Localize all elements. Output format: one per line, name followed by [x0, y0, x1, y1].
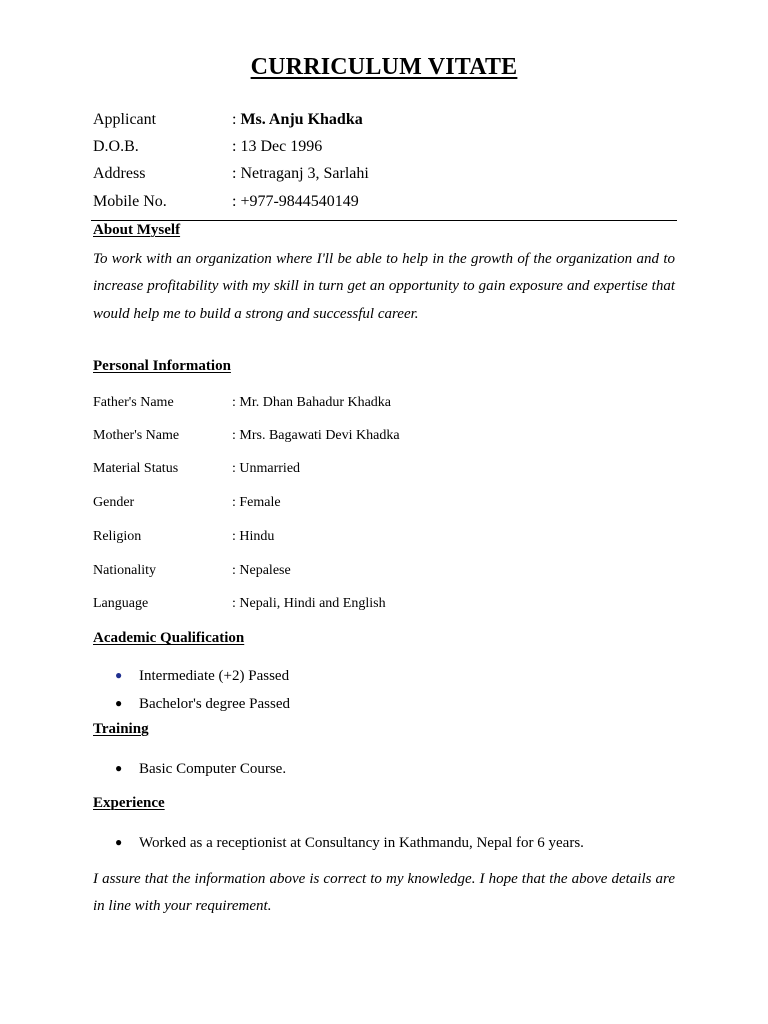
gender-label: Gender [93, 495, 135, 510]
address-value: : Netraganj 3, Sarlahi [232, 165, 369, 182]
religion-value: : Hindu [232, 529, 275, 544]
academic-item [115, 665, 289, 686]
dob-value: : 13 Dec 1996 [232, 138, 323, 155]
mobile-label: Mobile No. [93, 193, 167, 210]
language-value: : Nepali, Hindi and English [232, 596, 386, 611]
address-label: Address [93, 165, 146, 182]
language-label: Language [93, 596, 149, 611]
nationality-value: : Nepalese [232, 563, 291, 578]
dob-label: D.O.B. [93, 138, 139, 155]
personal-row-marital [93, 460, 300, 478]
academic-heading: Academic Qualification [93, 630, 245, 646]
bullet-icon: ● [115, 668, 123, 682]
about-paragraph: To work with an organization where I'll be able to help in the growth of the organization and to increase profitability with my skill in turn get an opportunity to gain exposure and expertise that would help me to build a strong and successful career. [93, 251, 675, 322]
personal-row-father [93, 394, 391, 412]
header-divider [91, 220, 677, 221]
personal-heading: Personal Information [93, 358, 231, 374]
marital-value: : Unmarried [232, 461, 301, 476]
about-heading: About Myself [93, 222, 181, 238]
mother-label: Mother's Name [93, 428, 180, 443]
father-label: Father's Name [93, 395, 174, 410]
academic-item-text: Intermediate (+2) Passed [139, 668, 290, 684]
closing-statement: I assure that the information above is correct to my knowledge. I hope that the above details are in line with your requirement. [93, 871, 675, 915]
applicant-name: Ms. Anju Khadka [240, 111, 363, 128]
nationality-label: Nationality [93, 563, 156, 578]
applicant-value [232, 111, 363, 128]
father-value: : Mr. Dhan Bahadur Khadka [232, 395, 392, 410]
document-title: CURRICULUM VITATE [250, 54, 518, 80]
gender-value: : Female [232, 495, 281, 510]
training-item-text: Basic Computer Course. [139, 761, 287, 777]
bullet-icon: ● [115, 761, 123, 775]
applicant-row [93, 110, 363, 130]
applicant-colon: : [232, 111, 241, 128]
personal-row-gender [93, 494, 281, 512]
academic-item [115, 693, 290, 714]
personal-row-mother [93, 427, 400, 445]
experience-item [115, 832, 584, 853]
address-row [93, 164, 369, 184]
bullet-icon: ● [115, 835, 123, 849]
personal-row-language [93, 595, 386, 613]
personal-row-religion [93, 528, 274, 546]
mother-value: : Mrs. Bagawati Devi Khadka [232, 428, 400, 443]
training-heading: Training [93, 721, 149, 737]
experience-heading: Experience [93, 795, 165, 811]
training-item [115, 758, 286, 779]
applicant-label: Applicant [93, 111, 157, 128]
personal-row-nationality [93, 562, 291, 580]
bullet-icon: ● [115, 696, 123, 710]
mobile-row [93, 192, 359, 212]
religion-label: Religion [93, 529, 142, 544]
marital-label: Material Status [93, 461, 179, 476]
mobile-value: : +977-9844540149 [232, 193, 359, 210]
experience-item-text: Worked as a receptionist at Consultancy in Kathmandu, Nepal for 6 years. [139, 835, 584, 851]
dob-row [93, 137, 322, 157]
academic-item-text: Bachelor's degree Passed [139, 696, 290, 712]
